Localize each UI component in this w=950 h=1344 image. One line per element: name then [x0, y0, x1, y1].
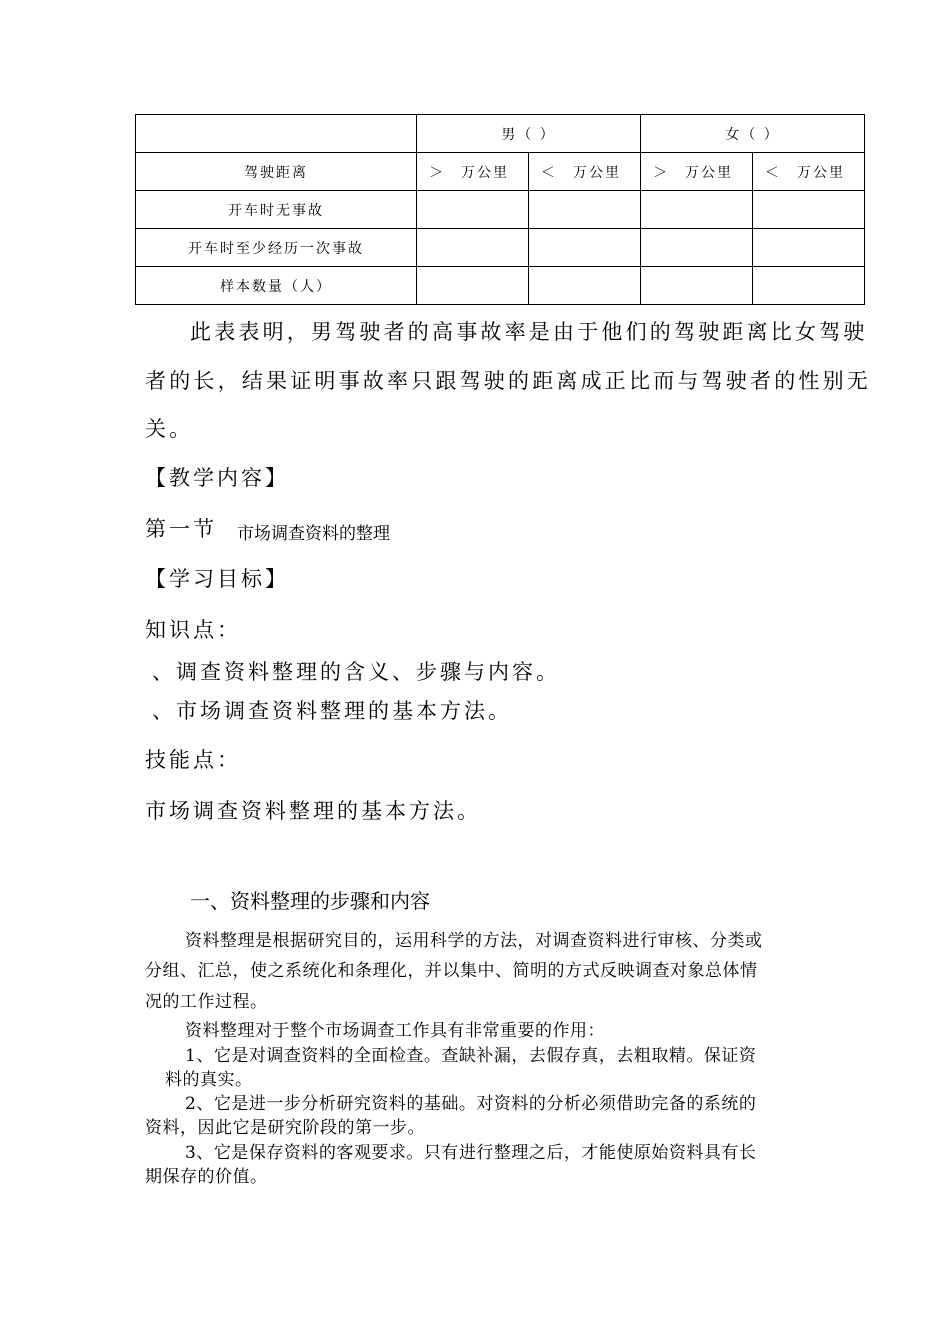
distance-cell: ＞ 万公里 [641, 153, 753, 191]
table-cell [529, 267, 641, 305]
row-label: 开车时至少经历一次事故 [136, 229, 417, 267]
section-heading: 一、资料整理的步骤和内容 [190, 889, 430, 913]
list-item: 1、它是对调查资料的全面检查。查缺补漏，去假存真，去粗取精。保证资 [185, 1046, 757, 1066]
table-header-row [136, 115, 865, 153]
table-cell [641, 267, 753, 305]
male-header: 男（ ） [417, 115, 641, 153]
list-item-continued: 料的真实。 [165, 1070, 253, 1090]
table-cell [641, 191, 753, 229]
conclusion-line-2: 者的长，结果证明事故率只跟驾驶的距离成正比而与驾驶者的性别无 [145, 369, 871, 393]
skills-text: 市场调查资料整理的基本方法。 [145, 799, 481, 823]
table-cell [753, 229, 865, 267]
table-row [136, 191, 865, 229]
distance-cell: ＜ 万公里 [529, 153, 641, 191]
table-cell [417, 191, 529, 229]
distance-cell: ＜ 万公里 [753, 153, 865, 191]
list-item-continued: 期保存的价值。 [145, 1167, 268, 1187]
table-cell [529, 191, 641, 229]
list-item: 3、它是保存资料的客观要求。只有进行整理之后，才能使原始资料具有长 [185, 1143, 757, 1163]
table-cell [753, 191, 865, 229]
paragraph-line: 资料整理对于整个市场调查工作具有非常重要的作用： [185, 1021, 605, 1041]
table-row [136, 229, 865, 267]
distance-row [136, 153, 865, 191]
row-label: 样本数量（人） [136, 267, 417, 305]
conclusion-line-1: 此表表明，男驾驶者的高事故率是由于他们的驾驶距离比女驾驶 [190, 320, 868, 344]
paragraph-line: 资料整理是根据研究目的，运用科学的方法，对调查资料进行审核、分类或 [185, 931, 763, 951]
table-cell [641, 229, 753, 267]
list-item: 2、它是进一步分析研究资料的基础。对资料的分析必须借助完备的系统的 [185, 1094, 757, 1114]
table-cell [753, 267, 865, 305]
learning-goals-heading: 【学习目标】 [145, 567, 289, 591]
chapter-label: 第一节 [145, 517, 217, 541]
female-header: 女（ ） [641, 115, 865, 153]
knowledge-label: 知识点： [145, 618, 241, 642]
survey-table [135, 114, 865, 305]
table-cell [417, 229, 529, 267]
knowledge-item: 、调查资料整理的含义、步骤与内容。 [152, 660, 560, 684]
teaching-content-heading: 【教学内容】 [145, 466, 289, 490]
paragraph-line: 分组、汇总，使之系统化和条理化，并以集中、简明的方式反映调查对象总体情 [145, 961, 758, 981]
list-item-continued: 资料，因此它是研究阶段的第一步。 [145, 1118, 425, 1138]
table-row [136, 267, 865, 305]
distance-label: 驾驶距离 [136, 153, 417, 191]
skills-label: 技能点： [145, 748, 241, 772]
table-cell [417, 267, 529, 305]
knowledge-item: 、市场调查资料整理的基本方法。 [152, 699, 512, 723]
table-corner-cell [136, 115, 417, 153]
paragraph-line: 况的工作过程。 [145, 992, 268, 1012]
row-label: 开车时无事故 [136, 191, 417, 229]
table-cell [529, 229, 641, 267]
conclusion-line-3: 关。 [145, 417, 194, 441]
chapter-title: 市场调查资料的整理 [237, 524, 390, 544]
distance-cell: ＞ 万公里 [417, 153, 529, 191]
